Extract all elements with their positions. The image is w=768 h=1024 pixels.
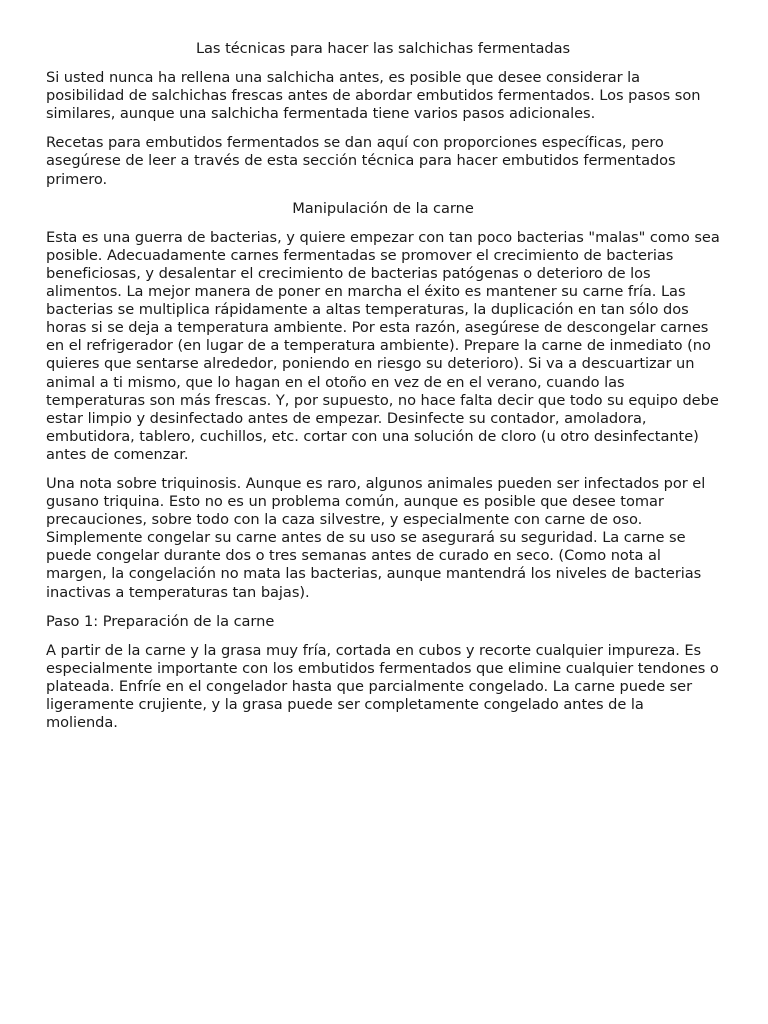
intro-paragraph-1: Si usted nunca ha rellena una salchicha antes, es posible que desee considerar la posibilidad de salchichas frescas antes de abordar embutidos fermentados. Los pasos son similares, aunque una salchicha fermentada tiene varios pasos adicionales.	[46, 69, 701, 123]
document-title: Las técnicas para hacer las salchichas fermentadas	[195, 40, 571, 57]
intro-paragraph-2: Recetas para embutidos fermentados se dan aquí con proporciones específicas, pero asegúrese de leer a través de esta sección técnica para hacer embutidos fermentados primero.	[46, 134, 676, 188]
section-heading: Manipulación de la carne	[292, 199, 474, 217]
step-heading: Paso 1: Preparación de la carne	[46, 612, 275, 630]
section-paragraph-2: Una nota sobre triquinosis. Aunque es raro, algunos animales pueden ser infectados por el gusano triquina. Esto no es un problema común, aunque es posible que desee tomar precauciones, sobre todo con la caza silvestre, y especialmente con carne de oso. Simplemente congelar su carne antes de su uso se asegurará su seguridad. La carne se puede congelar durante dos o tres semanas antes de curado en seco. (Como nota al margen, la congelación no mata las bacterias, aunque mantendrá los niveles de bacterias inactivas a temperaturas tan bajas).	[46, 474, 706, 601]
document-page	[46, 40, 720, 743]
step-paragraph: A partir de la carne y la grasa muy fría, cortada en cubos y recorte cualquier impureza. Es especialmente importante con los embutidos fermentados que elimine cualquier tendones o plateada. Enfríe en el congelador hasta que parcialmente congelado. La carne puede ser ligeramente crujiente, y la grasa puede ser completamente congelado antes de la molienda.	[46, 641, 719, 732]
section-paragraph-1: Esta es una guerra de bacterias, y quiere empezar con tan poco bacterias "malas" como sea posible. Adecuadamente carnes fermentadas se promover el crecimiento de bacterias beneficiosas, y desalentar el crecimiento de bacterias patógenas o deterioro de los alimentos. La mejor manera de poner en marcha el éxito es mantener su carne fría. Las bacterias se multiplica rápidamente a altas temperaturas, la duplicación en tan sólo dos horas si se deja a temperatura ambiente. Por esta razón, asegúrese de descongelar carnes en el refrigerador (en lugar de a temperatura ambiente). Prepare la carne de inmediato (no quieres que sentarse alrededor, poniendo en riesgo su deterioro). Si va a descuartizar un animal a ti mismo, que lo hagan en el otoño en vez de en el verano, cuando las temperaturas son más frescas. Y, por supuesto, no hace falta decir que todo su equipo debe estar limpio y desinfectado antes de empezar. Desinfecte su contador, amoladora, embutidora, tablero, cuchillos, etc. cortar con una solución de cloro (u otro desinfectante) antes de comenzar.	[46, 228, 720, 463]
